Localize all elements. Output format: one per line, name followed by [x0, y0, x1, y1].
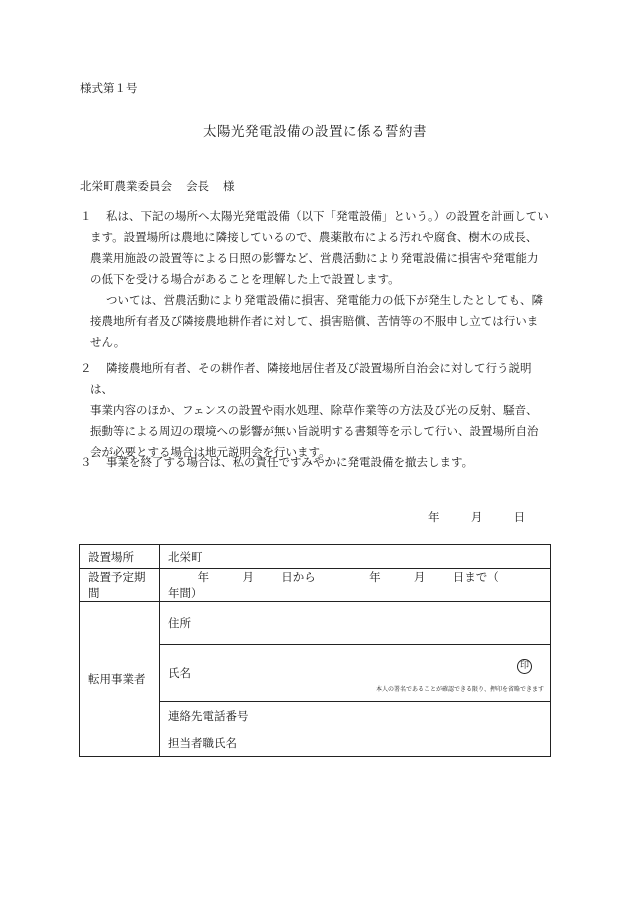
name-cell[interactable]	[160, 645, 551, 702]
addressee-role: 会長	[186, 179, 209, 193]
operator-label: 転用事業者	[80, 602, 160, 757]
info-table	[79, 544, 551, 757]
date-day: 日	[513, 510, 526, 524]
seal-note: 本人の署名であることが確認できる限り、押印を省略できます	[375, 686, 544, 693]
clause-line: 接農地所有者及び隣接農地耕作者に対して、損害賠償、苦情等の不服申し立ては行いま	[90, 314, 539, 328]
document-title: 太陽光発電設備の設置に係る誓約書	[203, 124, 427, 140]
addressee-honorific: 様	[223, 179, 235, 193]
staff-label: 担当者職氏名	[168, 736, 237, 750]
clause-line: 農業用施設の設置等による日照の影響など、営農活動により発電設備に損害や発電能力	[90, 251, 539, 265]
location-value[interactable]: 北栄町	[160, 545, 551, 569]
clause-line: 私は、下記の場所へ太陽光発電設備（以下「発電設備」という。）の設置を計画してい	[106, 209, 549, 223]
period-start-month: 月	[242, 570, 254, 584]
clause-2	[80, 358, 550, 463]
clause-line: 隣接農地所有者、その耕作者、隣接地居住者及び設置場所自治会に対して行う説明は、	[90, 361, 532, 396]
address-label: 住所	[168, 616, 191, 630]
clause-line: 事業内容のほか、フェンスの設置や雨水処理、除草作業等の方法及び光の反射、騒音、	[90, 403, 538, 417]
period-years: 年間）	[168, 586, 203, 600]
clause-line: ついては、営農活動により発電設備に損害、発電能力の低下が発生したとしても、隣	[106, 293, 543, 307]
clause-line: 会が必要とする場合は地元説明会を行います。	[90, 445, 331, 459]
name-label: 氏名	[168, 666, 191, 680]
clause-1	[80, 206, 550, 353]
clause-3	[80, 452, 550, 473]
clause-number: １	[80, 209, 92, 223]
period-end-day: 日まで（	[452, 570, 499, 584]
contact-cell[interactable]	[160, 702, 551, 757]
period-start-day: 日から	[281, 570, 316, 584]
period-end-month: 月	[413, 570, 426, 584]
phone-label: 連絡先電話番号	[168, 709, 249, 723]
date-line	[428, 509, 525, 525]
clause-number: ３	[80, 455, 92, 469]
period-label: 設置予定期間	[80, 569, 160, 602]
seal-icon: 印	[517, 659, 532, 674]
clause-line: 振動等による周辺の環境への影響が無い旨説明する書類等を示して行い、設置場所自治	[90, 424, 539, 438]
clause-line: の低下を受ける場合があることを理解した上で設置します。	[90, 272, 400, 286]
clause-number: ２	[80, 361, 92, 375]
form-number: 様式第１号	[80, 81, 138, 95]
date-month: 月	[470, 510, 483, 524]
period-start-year: 年	[197, 570, 210, 584]
period-value[interactable]	[160, 569, 551, 602]
addressee-org: 北栄町農業委員会	[80, 179, 172, 193]
date-year: 年	[428, 510, 440, 524]
clause-line: ます。設置場所は農地に隣接しているので、農薬散布による汚れや腐食、樹木の成長、	[90, 230, 538, 244]
address-cell[interactable]	[160, 602, 551, 645]
addressee	[80, 178, 235, 194]
clause-line: 事業を終了する場合は、私の責任ですみやかに発電設備を撤去します。	[106, 455, 474, 469]
period-end-year: 年	[369, 570, 381, 584]
location-label: 設置場所	[80, 545, 160, 569]
clause-line: せん。	[90, 335, 126, 349]
